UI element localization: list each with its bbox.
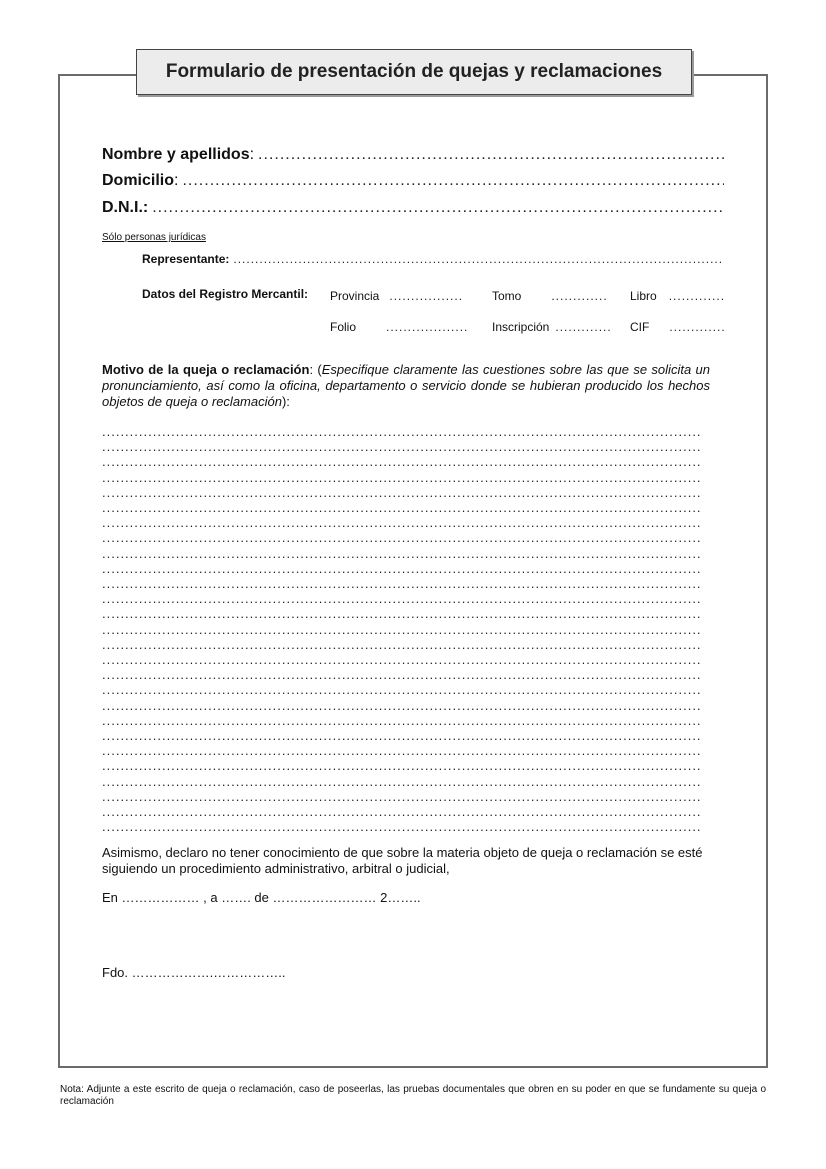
representante-label: Representante: — [142, 252, 230, 266]
motivo-dotted-line[interactable] — [102, 424, 702, 439]
representante-dots — [233, 252, 724, 266]
motivo-dotted-line[interactable] — [102, 682, 702, 697]
motivo-dotted-line[interactable] — [102, 758, 702, 773]
dni-dots — [152, 199, 724, 217]
motivo-dotted-line[interactable] — [102, 804, 702, 819]
motivo-hint: Especifique claramente las cuestiones sobre las que se solicita un pronunciamiento, así como la oficina, departamento o servicio donde se hubieran producido los hechos objetos de queja o reclamación — [102, 362, 710, 409]
firma-line[interactable]: Fdo. ……………….…………….. — [102, 965, 286, 980]
registro-label: Datos del Registro Mercantil: — [142, 287, 309, 301]
dni-label: D.N.I.: — [102, 199, 149, 216]
motivo-dotted-line[interactable] — [102, 515, 702, 530]
motivo-dotted-line[interactable] — [102, 530, 702, 545]
motivo-dotted-line[interactable] — [102, 500, 702, 515]
form-title: Formulario de presentación de quejas y reclamaciones — [136, 49, 692, 95]
provincia-field[interactable]: Provincia ..... — [330, 289, 461, 303]
nota-footer: Nota: Adjunte a este escrito de queja o reclamación, caso de poseerlas, las pruebas documentales que obren en su poder en que se fundamente su queja o reclamación — [60, 1084, 766, 1107]
declaracion-text: Asimismo, declaro no tener conocimiento de que sobre la materia objeto de queja o reclamación se esté siguiendo un procedimiento administrativo, arbitral o judicial, — [102, 845, 703, 876]
motivo-dotted-line[interactable] — [102, 637, 702, 652]
motivo-dotted-line[interactable] — [102, 819, 702, 834]
motivo-dotted-line[interactable] — [102, 485, 702, 500]
domicilio-label: Domicilio — [102, 172, 175, 189]
motivo-dotted-line[interactable] — [102, 698, 702, 713]
dni-field[interactable] — [102, 199, 724, 217]
motivo-dotted-line[interactable] — [102, 454, 702, 469]
motivo-dotted-line[interactable] — [102, 606, 702, 621]
motivo-dotted-line[interactable] — [102, 470, 702, 485]
folio-field[interactable]: Folio ..... — [330, 320, 468, 334]
domicilio-field[interactable]: Domicilio : ..... — [102, 172, 724, 190]
juridicas-heading: Sólo personas jurídicas — [102, 232, 206, 243]
motivo-dotted-line[interactable] — [102, 622, 702, 637]
motivo-paragraph: Motivo de la queja o reclamación: (Especifique claramente las cuestiones sobre las que se solicita un pronunciamiento, así como la oficina, departamento o servicio donde se hubieran producido los hechos objetos de queja o reclamación): — [102, 362, 710, 409]
lugar-fecha-line[interactable]: En ……………… , a ……. de …………………… 2…….. — [102, 890, 421, 905]
motivo-dotted-line[interactable] — [102, 713, 702, 728]
tomo-field[interactable]: Tomo ..... — [492, 289, 607, 303]
motivo-dotted-line[interactable] — [102, 789, 702, 804]
libro-field[interactable]: Libro ..... — [630, 289, 725, 303]
motivo-dotted-line[interactable] — [102, 652, 702, 667]
cif-field[interactable]: CIF ..... — [630, 320, 725, 334]
motivo-dotted-line[interactable] — [102, 546, 702, 561]
nombre-label: Nombre y apellidos — [102, 146, 250, 163]
motivo-dotted-line[interactable] — [102, 743, 702, 758]
nombre-field[interactable]: Nombre y apellidos : ..... — [102, 146, 724, 164]
motivo-dotted-line[interactable] — [102, 774, 702, 789]
inscripcion-field[interactable]: Inscripción ..... — [492, 320, 611, 334]
juridicas-heading-row — [102, 232, 724, 243]
domicilio-dots — [182, 172, 724, 190]
motivo-label: Motivo de la queja o reclamación — [102, 362, 310, 377]
motivo-dotted-line[interactable] — [102, 591, 702, 606]
representante-field[interactable] — [142, 252, 724, 266]
motivo-dotted-line[interactable] — [102, 728, 702, 743]
motivo-dotted-line[interactable] — [102, 667, 702, 682]
motivo-dotted-line[interactable] — [102, 439, 702, 454]
motivo-dotted-line[interactable] — [102, 576, 702, 591]
motivo-dotted-line[interactable] — [102, 561, 702, 576]
nombre-dots — [258, 146, 724, 164]
